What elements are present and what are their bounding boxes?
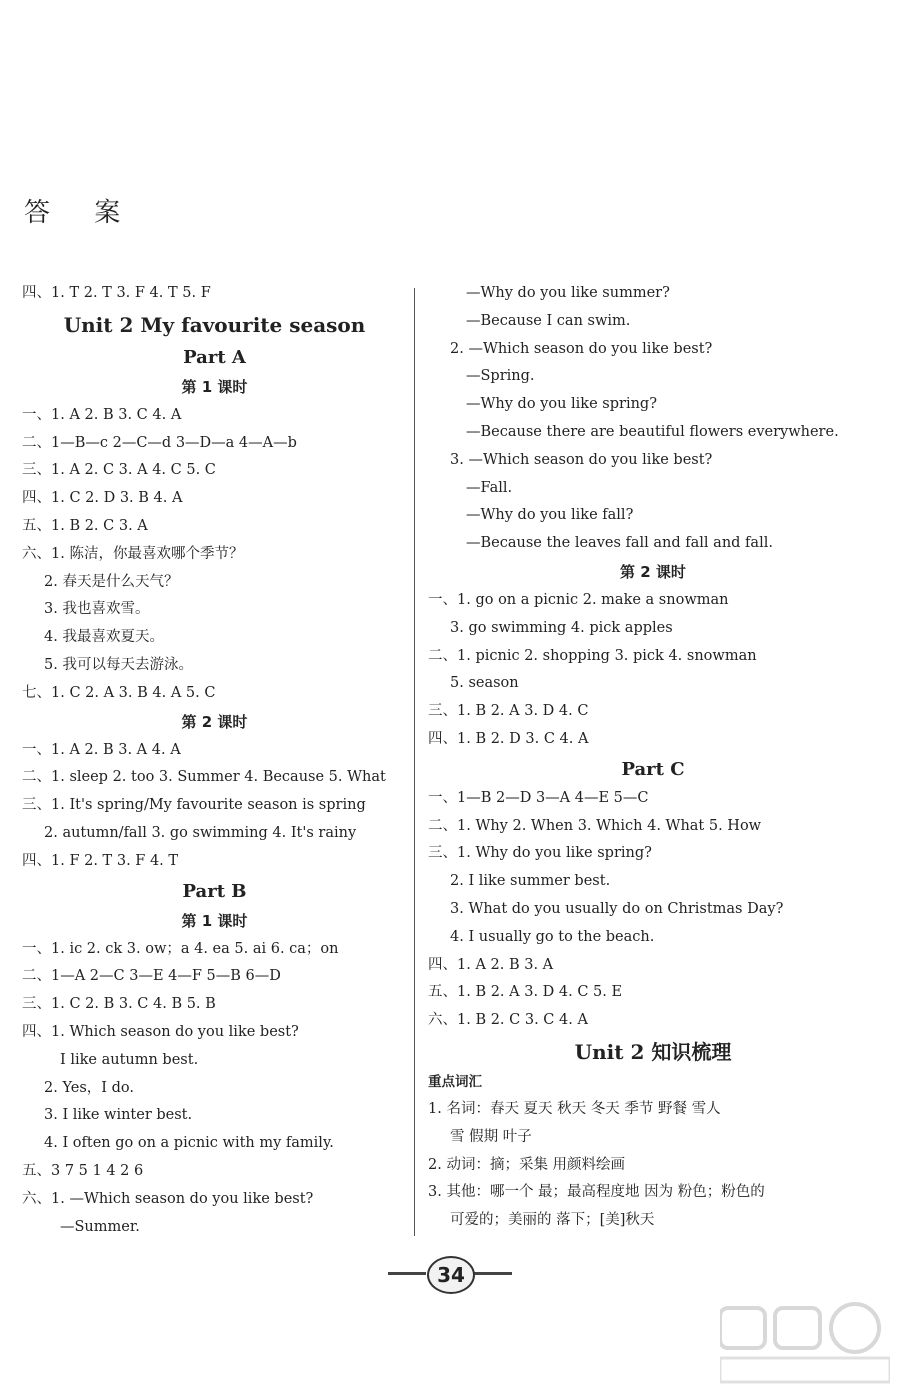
watermark-logo bbox=[720, 1300, 890, 1385]
answer-line: 2. autumn/fall 3. go swimming 4. It's rainy bbox=[44, 824, 357, 841]
unit-heading: Unit 2 My favourite season bbox=[63, 312, 366, 337]
answer-line: 3. —Which season do you like best? bbox=[450, 451, 713, 468]
lesson-heading: 第 1 课时 bbox=[181, 911, 248, 930]
left-ornament bbox=[388, 1272, 426, 1275]
answer-line: 3. I like winter best. bbox=[44, 1107, 193, 1124]
answer-line: 七、1. C 2. A 3. B 4. A 5. C bbox=[22, 684, 216, 701]
answer-line: 4. 我最喜欢夏天。 bbox=[44, 629, 164, 646]
answer-line: 三、1. B 2. A 3. D 4. C bbox=[428, 703, 589, 720]
answer-line: 三、1. C 2. B 3. C 4. B 5. B bbox=[22, 996, 216, 1013]
unit-summary-heading: Unit 2 知识梳理 bbox=[574, 1039, 732, 1064]
answer-line: 一、1. A 2. B 3. A 4. A bbox=[22, 741, 181, 758]
answer-line: —Because I can swim. bbox=[466, 312, 631, 329]
answer-line: 三、1. It's spring/My favourite season is spring bbox=[22, 797, 366, 814]
page-number: 34 bbox=[427, 1256, 475, 1294]
right-ornament bbox=[474, 1272, 512, 1275]
answer-line: —Why do you like fall? bbox=[466, 507, 634, 524]
answer-line: 2. Yes，I do. bbox=[44, 1079, 134, 1096]
vocab-line: 雪 假期 叶子 bbox=[450, 1128, 532, 1145]
answer-line: 二、1. picnic 2. shopping 3. pick 4. snowman bbox=[428, 647, 757, 664]
page-title: 答 案 bbox=[24, 198, 139, 228]
part-heading: Part B bbox=[182, 880, 247, 902]
answer-line: 二、1. sleep 2. too 3. Summer 4. Because 5. What bbox=[22, 769, 386, 786]
left-column bbox=[22, 280, 407, 1241]
answer-line: 三、1. A 2. C 3. A 4. C 5. C bbox=[22, 462, 216, 479]
answer-line: 4. I often go on a picnic with my family. bbox=[44, 1135, 334, 1152]
answer-line: 3. What do you usually do on Christmas Day? bbox=[450, 900, 784, 917]
answer-line: 5. season bbox=[450, 675, 519, 692]
answer-line: 2. —Which season do you like best? bbox=[450, 340, 713, 357]
answer-line: 3. 我也喜欢雪。 bbox=[44, 601, 150, 618]
answer-line: —Because the leaves fall and fall and fall. bbox=[466, 535, 773, 552]
answer-line: 4. I usually go to the beach. bbox=[450, 928, 655, 945]
answer-line: 一、1. A 2. B 3. C 4. A bbox=[22, 406, 182, 423]
answer-line: —Summer. bbox=[60, 1218, 140, 1235]
answer-line: —Why do you like summer? bbox=[466, 285, 670, 301]
vocab-line: 可爱的；美丽的 落下；[美]秋天 bbox=[450, 1212, 655, 1229]
answer-line: —Why do you like spring? bbox=[466, 396, 657, 413]
answer-line: 三、1. Why do you like spring? bbox=[428, 845, 652, 862]
answer-line: 二、1—B—c 2—C—d 3—D—a 4—A—b bbox=[22, 434, 297, 451]
answer-line: 六、1. 陈洁，你最喜欢哪个季节？ bbox=[22, 545, 244, 562]
page-number-badge bbox=[380, 1254, 520, 1294]
lesson-heading: 第 1 课时 bbox=[181, 377, 248, 396]
answer-line: 一、1. ic 2. ck 3. ow；a 4. ea 5. ai 6. ca；on bbox=[22, 940, 339, 957]
answer-line: 2. 春天是什么天气？ bbox=[44, 573, 179, 590]
answer-line: 5. 我可以每天去游泳。 bbox=[44, 656, 193, 673]
vocab-heading: 重点词汇 bbox=[428, 1073, 482, 1090]
answer-line: 3. go swimming 4. pick apples bbox=[450, 619, 673, 636]
answer-line: 四、1. F 2. T 3. F 4. T bbox=[22, 852, 179, 869]
vocab-line: 2. 动词：摘；采集 用颜料绘画 bbox=[428, 1156, 626, 1173]
answer-line: 五、3 7 5 1 4 2 6 bbox=[22, 1162, 144, 1179]
answer-line: —Fall. bbox=[466, 479, 513, 496]
answer-line: 一、1. go on a picnic 2. make a snowman bbox=[428, 591, 729, 608]
answer-line: —Because there are beautiful flowers everywhere. bbox=[466, 423, 839, 440]
answer-line: 二、1—A 2—C 3—E 4—F 5—B 6—D bbox=[22, 968, 281, 985]
answer-line: —Spring. bbox=[466, 368, 535, 385]
answer-line: 六、1. —Which season do you like best? bbox=[22, 1190, 314, 1207]
lesson-heading: 第 2 课时 bbox=[620, 562, 686, 581]
answer-line: 六、1. B 2. C 3. C 4. A bbox=[428, 1012, 588, 1029]
answer-line: 2. I like summer best. bbox=[450, 873, 611, 890]
lesson-heading: 第 2 课时 bbox=[181, 712, 248, 731]
answer-line: 一、1—B 2—D 3—A 4—E 5—C bbox=[428, 789, 649, 806]
answer-line: 五、1. B 2. A 3. D 4. C 5. E bbox=[428, 984, 623, 1001]
column-divider bbox=[414, 288, 415, 1236]
answer-line: 四、1. C 2. D 3. B 4. A bbox=[22, 490, 183, 507]
answer-line: 四、1. B 2. D 3. C 4. A bbox=[428, 730, 589, 747]
answer-line: 四、1. Which season do you like best? bbox=[22, 1023, 299, 1040]
vocab-line: 1. 名词：春天 夏天 秋天 冬天 季节 野餐 雪人 bbox=[428, 1100, 721, 1117]
right-column bbox=[428, 280, 878, 1235]
answer-line: 五、1. B 2. C 3. A bbox=[22, 517, 148, 534]
watermark-icon bbox=[720, 1300, 890, 1385]
vocab-line: 3. 其他：哪一个 最；最高程度地 因为 粉色；粉色的 bbox=[428, 1184, 765, 1201]
answer-line: 二、1. Why 2. When 3. Which 4. What 5. How bbox=[428, 817, 762, 834]
part-heading: Part C bbox=[621, 758, 685, 780]
part-heading: Part A bbox=[183, 346, 246, 368]
answer-line: 四、1. T 2. T 3. F 4. T 5. F bbox=[22, 285, 211, 301]
answer-line: I like autumn best. bbox=[60, 1051, 199, 1068]
answer-line: 四、1. A 2. B 3. A bbox=[428, 956, 554, 973]
